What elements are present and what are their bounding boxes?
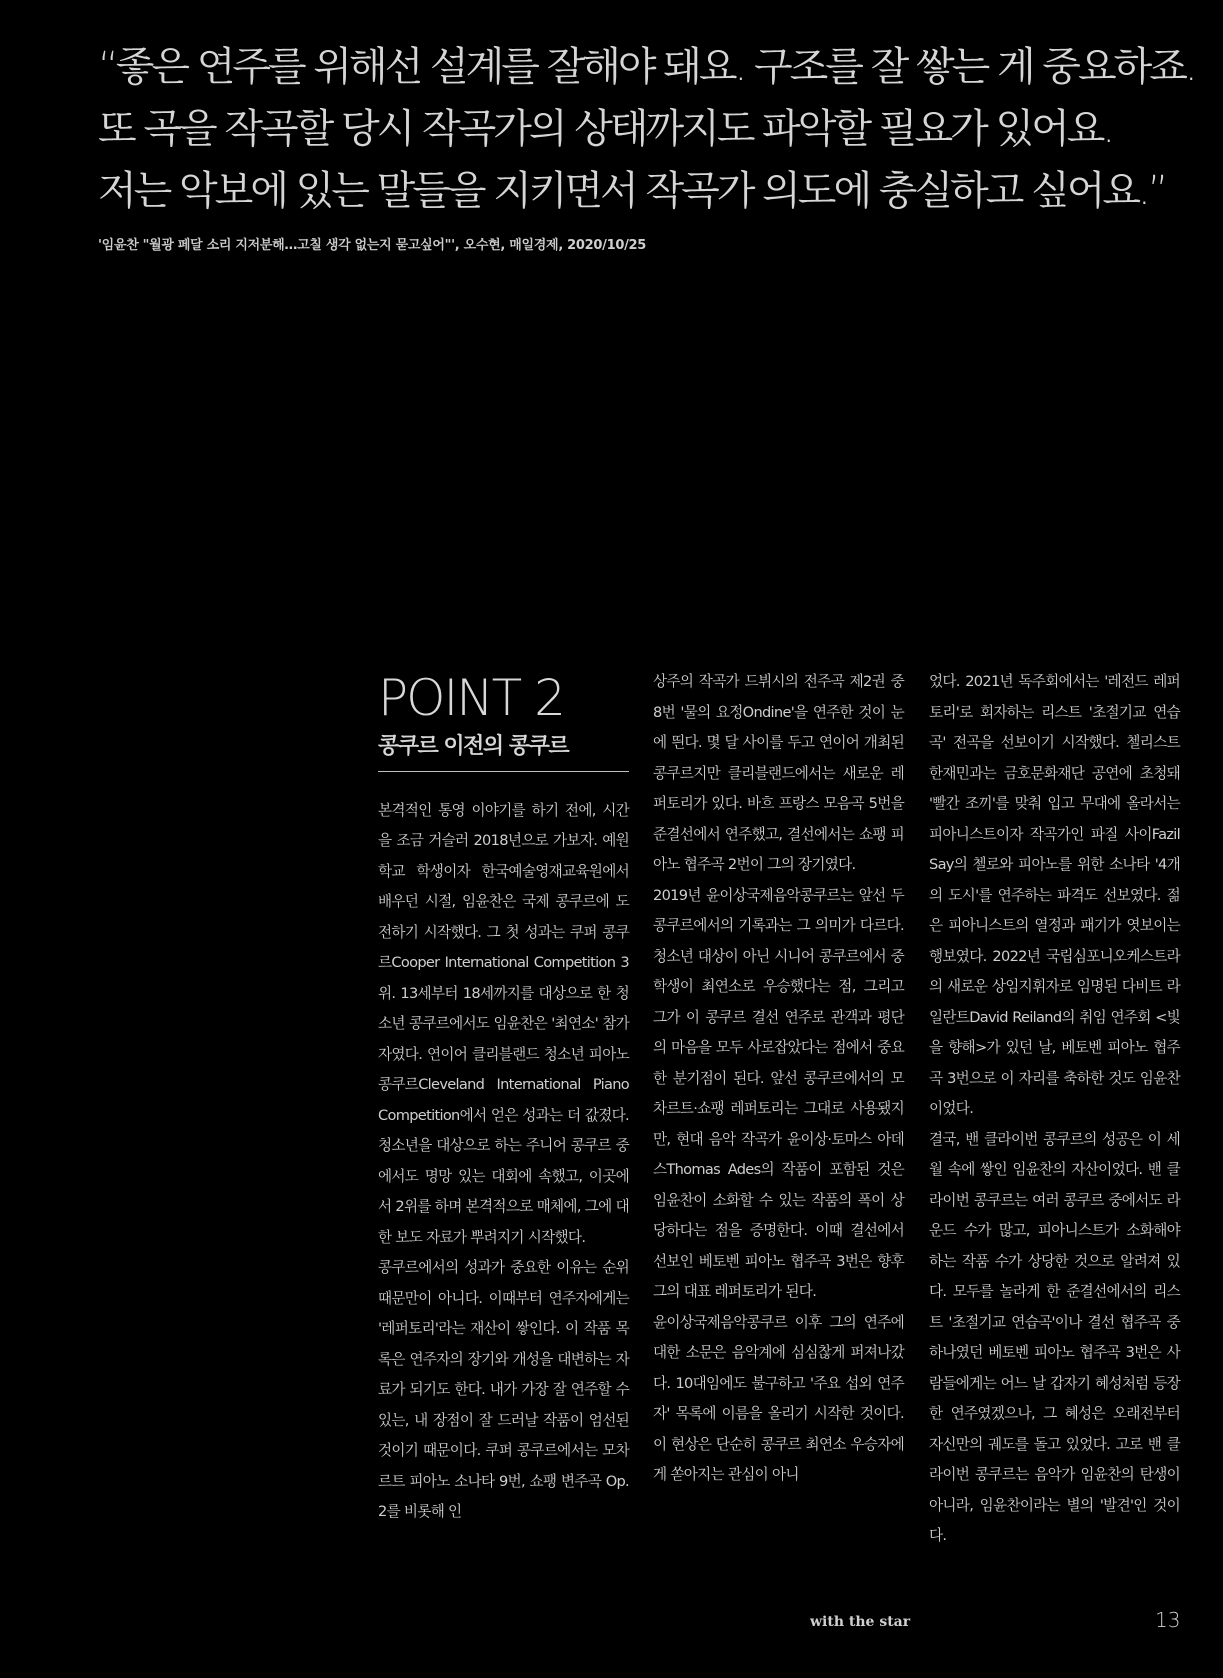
- quote-line-1: “좋은 연주를 위해선 설계를 잘해야 돼요. 구조를 잘 쌓는 게 중요하죠.: [98, 44, 1195, 90]
- paragraph: 결국, 밴 클라이번 콩쿠르의 성공은 이 세월 속에 쌓인 임윤찬의 자산이었다. 밴 클라이번 콩쿠르는 여러 콩쿠르 중에서도 라운드 수가 많고, 피아니스트가 소화해야 하는 작품 수가 상당한 것으로 알려져 있다. 모두를 놀라게 한 준결선에서의 리스트 '초절기교 연습곡'이나 결선 협주곡 중 하나였던 베토벤 피아노 협주곡 3번은 사람들에게는 어느 날 갑자기 혜성처럼 등장한 연주였겠으나, 그 혜성은 오래전부터 자신만의 궤도를 돌고 있었다. 고로 밴 클라이번 콩쿠르는 음악가 임윤찬의 탄생이 아니라, 임윤찬이라는 별의 '발견'인 것이다.: [929, 1130, 1180, 1544]
- quote-line-2: 또 곡을 작곡할 당시 작곡가의 상태까지도 파악할 필요가 있어요.: [98, 106, 1113, 152]
- quote-line-3: 저는 악보에 있는 말들을 지키면서 작곡가 의도에 충실하고 싶어요.”: [98, 168, 1166, 214]
- page-number: 13: [1155, 1608, 1181, 1632]
- section-subtitle: 콩쿠르 이전의 콩쿠르: [378, 726, 629, 772]
- article-column-2: [653, 667, 904, 1491]
- paragraph: 었다. 2021년 독주회에서는 '레전드 레퍼토리'로 회자하는 리스트 '초절기교 연습곡' 전곡을 선보이기 시작했다. 첼리스트 한재민과는 금호문화재단 공연에 초청돼 '빨간 조끼'를 맞춰 입고 무대에 올라서는 피아니스트이자 작곡가인 파질 사이Fazil Say의 첼로와 피아노를 위한 소나타 '4개의 도시'를 연주하는 파격도 선보였다. 젊은 피아니스트의 열정과 패기가 엿보이는 행보였다. 2022년 국립심포니오케스트라의 새로운 상임지휘자로 임명된 다비트 라일란트David Reiland의 취임 연주회 <빛을 향해>가 있던 날, 베토벤 피아노 협주곡 3번으로 이 자리를 축하한 것도 임윤찬이었다.: [929, 673, 1180, 1117]
- paragraph: 본격적인 통영 이야기를 하기 전에, 시간을 조금 거슬러 2018년으로 가보자. 예원학교 학생이자 한국예술영재교육원에서 배우던 시절, 임윤찬은 국제 콩쿠르에 도전하기 시작했다. 그 첫 성과는 쿠퍼 콩쿠르Cooper International Competition 3위. 13세부터 18세까지를 대상으로 한 청소년 콩쿠르에서도 임윤찬은 '최연소' 참가자였다. 연이어 클리블랜드 청소년 피아노 콩쿠르Cleveland International Piano Competition에서 얻은 성과는 더 값졌다. 청소년을 대상으로 하는 주니어 콩쿠르 중에서도 명망 있는 대회에 속했고, 이곳에서 2위를 하며 본격적으로 매체에, 그에 대한 보도 자료가 뿌려지기 시작했다.: [378, 801, 629, 1246]
- section-title: POINT 2: [378, 669, 564, 727]
- article-column-3: [929, 667, 1180, 1552]
- paragraph: 윤이상국제음악콩쿠르 이후 그의 연주에 대한 소문은 음악계에 심심찮게 퍼져나갔다. 10대임에도 불구하고 '주요 섭외 연주자' 목록에 이름을 올리기 시작한 것이다. 이 현상은 단순히 콩쿠르 최연소 우승자에게 쏟아지는 관심이 아니: [653, 1313, 904, 1483]
- paragraph: 상주의 작곡가 드뷔시의 전주곡 제2권 중 8번 '물의 요정Ondine'을 연주한 것이 눈에 띈다. 몇 달 사이를 두고 연이어 개최된 콩쿠르지만 클리블랜드에서는 새로운 레퍼토리가 있다. 바흐 프랑스 모음곡 5번을 준결선에서 연주했고, 결선에서는 쇼팽 피아노 협주곡 2번이 그의 장기였다.: [653, 673, 904, 873]
- article-column-1: [378, 662, 629, 1528]
- paragraph: 콩쿠르에서의 성과가 중요한 이유는 순위 때문만이 아니다. 이때부터 연주자에게는 '레퍼토리'라는 재산이 쌓인다. 이 작품 목록은 연주자의 장기와 개성을 대변하는 자료가 되기도 한다. 내가 가장 잘 연주할 수 있는, 내 장점이 잘 드러날 작품이 엄선된 것이기 때문이다. 쿠퍼 콩쿠르에서는 모차르트 피아노 소나타 9번, 쇼팽 변주곡 Op. 2를 비롯해 인: [378, 1259, 629, 1520]
- pull-quote: [98, 36, 1198, 253]
- footer-brand: with the star: [810, 1614, 911, 1630]
- paragraph: 2019년 윤이상국제음악콩쿠르는 앞선 두 콩쿠르에서의 기록과는 그 의미가 다르다. 청소년 대상이 아닌 시니어 콩쿠르에서 중학생이 최연소로 우승했다는 점, 그리고 그가 이 콩쿠르 결선 연주로 관객과 평단의 마음을 모두 사로잡았다는 점에서 중요한 분기점이 된다. 앞선 콩쿠르에서의 모차르트·쇼팽 레퍼토리는 그대로 사용됐지만, 현대 음악 작곡가 윤이상·토마스 아데스Thomas Ades의 작품이 포함된 것은 임윤찬이 소화할 수 있는 작품의 폭이 상당하다는 점을 증명한다. 이때 결선에서 선보인 베토벤 피아노 협주곡 3번은 향후 그의 대표 레퍼토리가 된다.: [653, 886, 904, 1300]
- quote-source: '임윤찬 "월광 페달 소리 지저분해…고칠 생각 없는지 묻고싶어"', 오수현, 매일경제, 2020/10/25: [98, 238, 647, 253]
